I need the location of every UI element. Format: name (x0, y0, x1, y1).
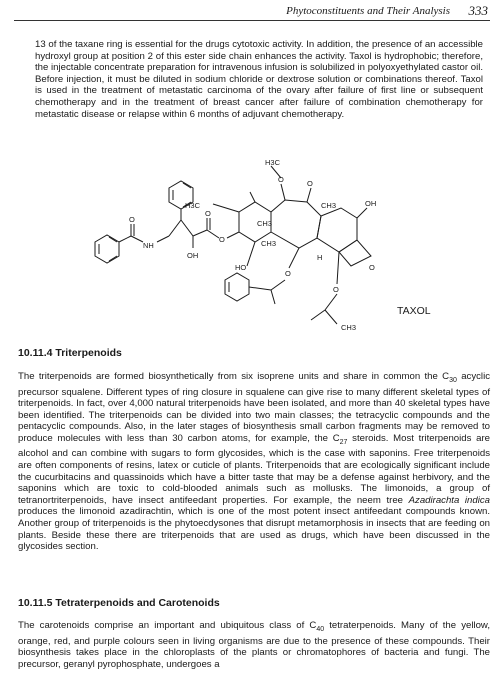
oxetane-ring (339, 240, 371, 266)
figure-caption: TAXOL (397, 305, 431, 317)
species-name: Azadirachta indica (408, 494, 490, 506)
ring-c (317, 208, 357, 252)
ch3-b: CH3 (257, 219, 273, 228)
ch3-acetate: CH3 (341, 323, 357, 332)
acetate-o-top: O (278, 175, 284, 184)
ring-b (271, 200, 321, 248)
ch3-a: CH3 (321, 201, 337, 210)
ester-carbonyl-o: O (205, 209, 211, 218)
amide-oxygen: O (129, 215, 135, 224)
oh-right: OH (365, 199, 377, 208)
running-title: Phytoconstituents and Their Analysis (286, 5, 450, 17)
taxol-structure (85, 160, 430, 345)
acetate-o-bottom: O (333, 285, 339, 294)
side-oh: OH (187, 251, 199, 260)
nh-label: NH (143, 241, 154, 250)
section-heading-tetraterpenoids: 10.11.5 Tetraterpenoids and Carotenoids (18, 597, 220, 609)
epoxide-o: O (369, 263, 375, 272)
benzoate-o: O (285, 269, 291, 278)
ho-label: HO (235, 263, 247, 272)
triterpenoids-paragraph: The triterpenoids are formed biosynthetically from six isoprene units and share in common the $C_{30}$ acyclic precursor squalene. Different types of ring closure in squalene can give rise to many different skeletal types of triterpenoids. In fact, over 4,000 natural triterpenoids have been isolated, and more than 40 skeletal types have been identified. The triterpenoids can be divided into two main classes; the tetracyclic compounds and the pentacyclic compounds. Also, in the later stages of biosynthesis small carbon fragments may be removed to produce molecules with less than 30 carbon atoms, for example, the $C_{27}$ steroids. Most triterpenoids are alcohol and can combine with sugars to form glycosides, which is the case with saponins. Free triterpenoids are often components of resins, latex or cuticle of plants. Triterpenoids that are ecologically significant include the cucurbitacins and quassinoids which have a bitter taste that may be a defense against herbivory, and the saponins which are toxic to cold-blooded animals such as mollusks. The limonoids, a group of tetranortriterpenoids, have insect antifeedant properties. For example, the neem tree Azadirachta indica produces the limonoid azadirachtin, which is one of the most potent insect antifeedant compounds known. Another group of triterpenoids is the phytoecdysones that disrupt metamorphosis in insects that are feeding on plants. Beside these there are triterpenoids that are used as drugs, which have been discussed in the glycosides section. (18, 371, 490, 553)
h3c-left: H3C (185, 201, 201, 210)
keto-oxygen: O (307, 179, 313, 188)
section-heading-triterpenoids: 10.11.4 Triterpenoids (18, 347, 122, 359)
page-header (0, 0, 500, 20)
tetraterpenoids-paragraph: The carotenoids comprise an important and ubiquitous class of $C_{40}$ tetraterpenoids. Many of the yellow, orange, red, and purple colours seen in living organisms are due to the presence of these compounds. Their biosynthesis takes place in the chloroplasts of the plants or chromatophores of bacteria and fungi. The precursor, geranyl pyrophosphate, undergoes a (18, 620, 491, 670)
intro-paragraph: 13 of the taxane ring is essential for the drugs cytotoxic activity. In addition, the presence of an accessible hydroxyl group at position 2 of this ester side chain enhances the activity. Taxol is hydrophobic; therefore, the injectable concentrate preparation for intravenous infusion is solubilized in polyoxyethylated castor oil. Before injection, it must be diluted in sodium chloride or dextrose solution or combinations thereof. Taxol is used in the treatment of metastatic carcinoma of the ovary after failure of first line or subsequent chemotherapy and in the treatment of breast cancer after failure of combination chemotherapy for metastatic disease or relapse within 6 months of adjuvant chemotherapy. (35, 39, 483, 120)
ch3-c: CH3 (261, 239, 277, 248)
ester-o-label: O (219, 235, 225, 244)
h-label: H (317, 253, 323, 262)
page-number: 333 (468, 3, 488, 18)
h3c-top: H3C (265, 160, 281, 167)
header-rule (14, 20, 490, 21)
